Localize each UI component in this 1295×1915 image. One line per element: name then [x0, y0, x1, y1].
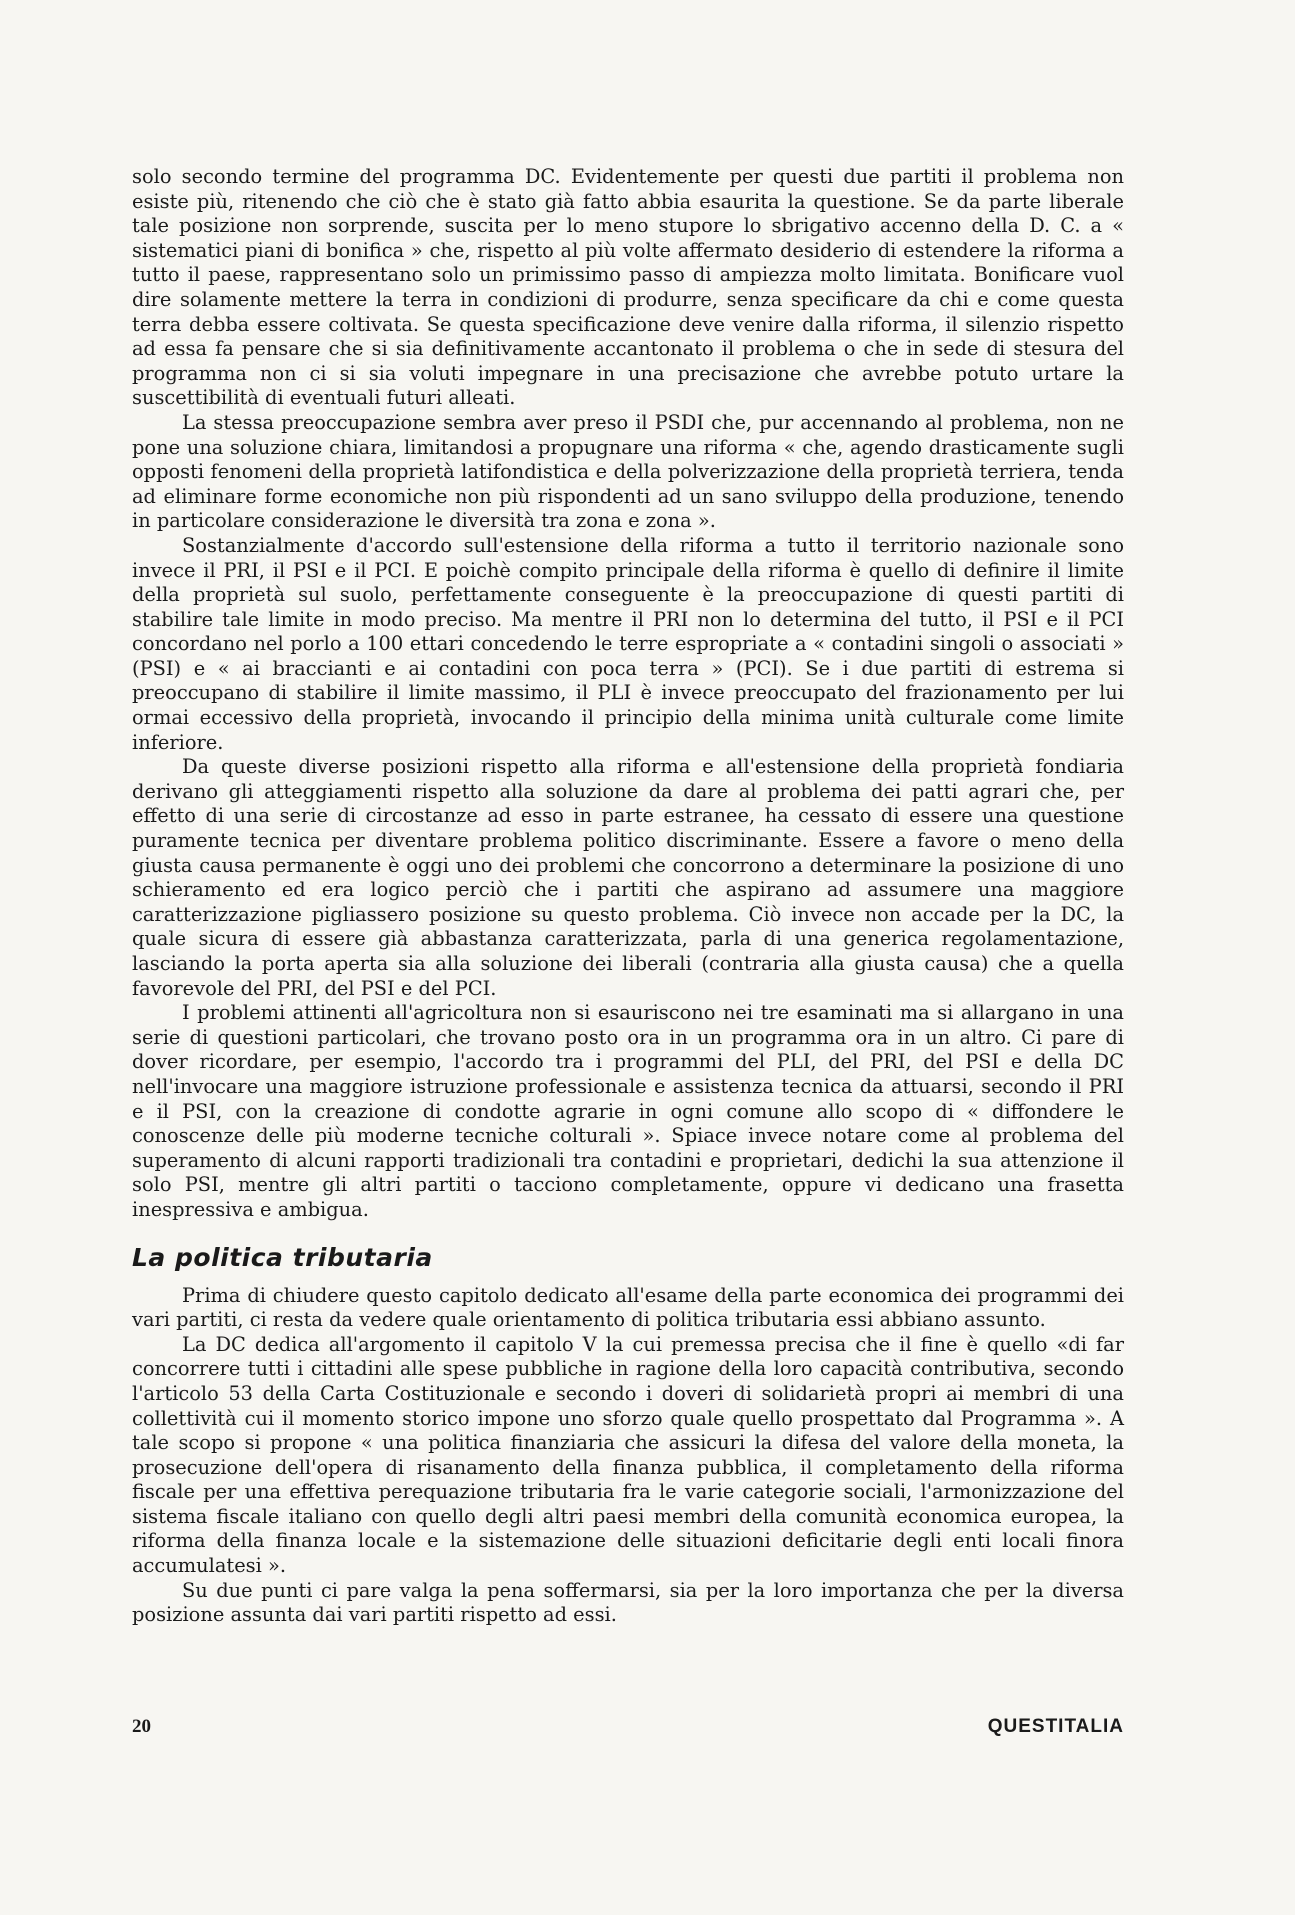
- paragraph-3: Sostanzialmente d'accordo sull'estensione della riforma a tutto il territorio nazionale sono invece il PRI, il PSI e il PCI. E poichè compito principale della riforma è quello di definire il limite della proprietà sul suolo, perfettamente conseguente è la preoccupazione di questi partiti di stabilire tale limite in modo preciso. Ma mentre il PRI non lo determina del tutto, il PSI e il PCI concordano nel porlo a 100 ettari concedendo le terre espropriate a « contadini singoli o associati » (PSI) e « ai braccianti e ai contadini con poca terra » (PCI). Se i due partiti di estrema si preoccupano di stabilire il limite massimo, il PLI è invece preoccupato del frazionamento per lui ormai eccessivo della proprietà, invocando il principio della minima unità culturale come limite inferiore.: [132, 533, 1124, 754]
- paragraph-4: Da queste diverse posizioni rispetto alla riforma e all'estensione della proprietà fondiaria derivano gli atteggiamenti rispetto alla soluzione da dare al problema dei patti agrari che, per effetto di una serie di circostanze ad esso in parte estranee, ha cessato di essere una questione puramente tecnica per diventare problema politico discriminante. Essere a favore o meno della giusta causa permanente è oggi uno dei problemi che concorrono a determinare la posizione di uno schieramento ed era logico perciò che i partiti che aspirano ad assumere una maggiore caratterizzazione pigliassero posizione su questo problema. Ciò invece non accade per la DC, la quale sicura di essere già abbastanza caratterizzata, parla di una generica regolamentazione, lasciando la porta aperta sia alla soluzione dei liberali (contraria alla giusta causa) che a quella favorevole del PRI, del PSI e del PCI.: [132, 755, 1124, 1000]
- page-footer: [132, 1716, 1124, 1738]
- paragraph-7: La DC dedica all'argomento il capitolo V la cui premessa precisa che il fine è quello «di far concorrere tutti i cittadini alle spese pubbliche in ragione della loro capacità contributiva, secondo l'articolo 53 della Carta Costituzionale e secondo i doveri di solidarietà propri ai membri di una collettività cui il momento storico impone uno sforzo quale quello prospettato dal Programma ». A tale scopo si propone « una politica finanziaria che assicuri la difesa del valore della moneta, la prosecuzione dell'opera di risanamento della finanza pubblica, il completamento della riforma fiscale per una effettiva perequazione tributaria fra le varie categorie sociali, l'armonizzazione del sistema fiscale italiano con quello degli altri paesi membri della comunità economica europea, la riforma della finanza locale e la sistemazione delle situazioni deficitarie degli enti locali finora accumulatesi ».: [132, 1332, 1124, 1578]
- page-body: [132, 165, 1124, 1865]
- page-number: 20: [132, 1716, 151, 1737]
- paragraph-6: Prima di chiudere questo capitolo dedicato all'esame della parte economica dei programmi dei vari partiti, ci resta da vedere quale orientamento di politica tributaria essi abbiano assunto.: [132, 1283, 1124, 1332]
- section-heading: La politica tributaria: [132, 1242, 433, 1272]
- paragraph-8: Su due punti ci pare valga la pena soffermarsi, sia per la loro importanza che per la diversa posizione assunta dai vari partiti rispetto ad essi.: [132, 1578, 1124, 1627]
- paragraph-1: solo secondo termine del programma DC. Evidentemente per questi due partiti il problema non esiste più, ritenendo che ciò che è stato già fatto abbia esaurita la questione. Se da parte liberale tale posizione non sorprende, suscita per lo meno stupore lo sbrigativo accenno della D. C. a « sistematici piani di bonifica » che, rispetto al più volte affermato desiderio di estendere la riforma a tutto il paese, rappresentano solo un primissimo passo di ampiezza molto limitata. Bonificare vuol dire solamente mettere la terra in condizioni di produrre, senza specificare da chi e come questa terra debba essere coltivata. Se questa specificazione deve venire dalla riforma, il silenzio rispetto ad essa fa pensare che si sia definitivamente accantonato il problema o che in sede di stesura del programma non ci si sia voluti impegnare in una precisazione che avrebbe potuto urtare la suscettibilità di eventuali futuri alleati.: [132, 165, 1124, 410]
- publication-name: QUESTITALIA: [987, 1716, 1124, 1737]
- paragraph-2: La stessa preoccupazione sembra aver preso il PSDI che, pur accennando al problema, non ne pone una soluzione chiara, limitandosi a propugnare una riforma « che, agendo drasticamente sugli opposti fenomeni della proprietà latifondistica e della polverizzazione della proprietà terriera, tenda ad eliminare forme economiche non più rispondenti ad un sano sviluppo della produzione, tenendo in particolare considerazione le diversità tra zona e zona ».: [132, 410, 1124, 533]
- paragraph-5: I problemi attinenti all'agricoltura non si esauriscono nei tre esaminati ma si allargano in una serie di questioni particolari, che trovano posto ora in un programma ora in un altro. Ci pare di dover ricordare, per esempio, l'accordo tra i programmi del PLI, del PRI, del PSI e della DC nell'invocare una maggiore istruzione professionale e assistenza tecnica da attuarsi, secondo il PRI e il PSI, con la creazione di condotte agrarie in ogni comune allo scopo di « diffondere le conoscenze delle più moderne tecniche colturali ». Spiace invece notare come al problema del superamento di alcuni rapporti tradizionali tra contadini e proprietari, dedichi la sua attenzione il solo PSI, mentre gli altri partiti o tacciono completamente, oppure vi dedicano una frasetta inespressiva e ambigua.: [132, 1001, 1124, 1221]
